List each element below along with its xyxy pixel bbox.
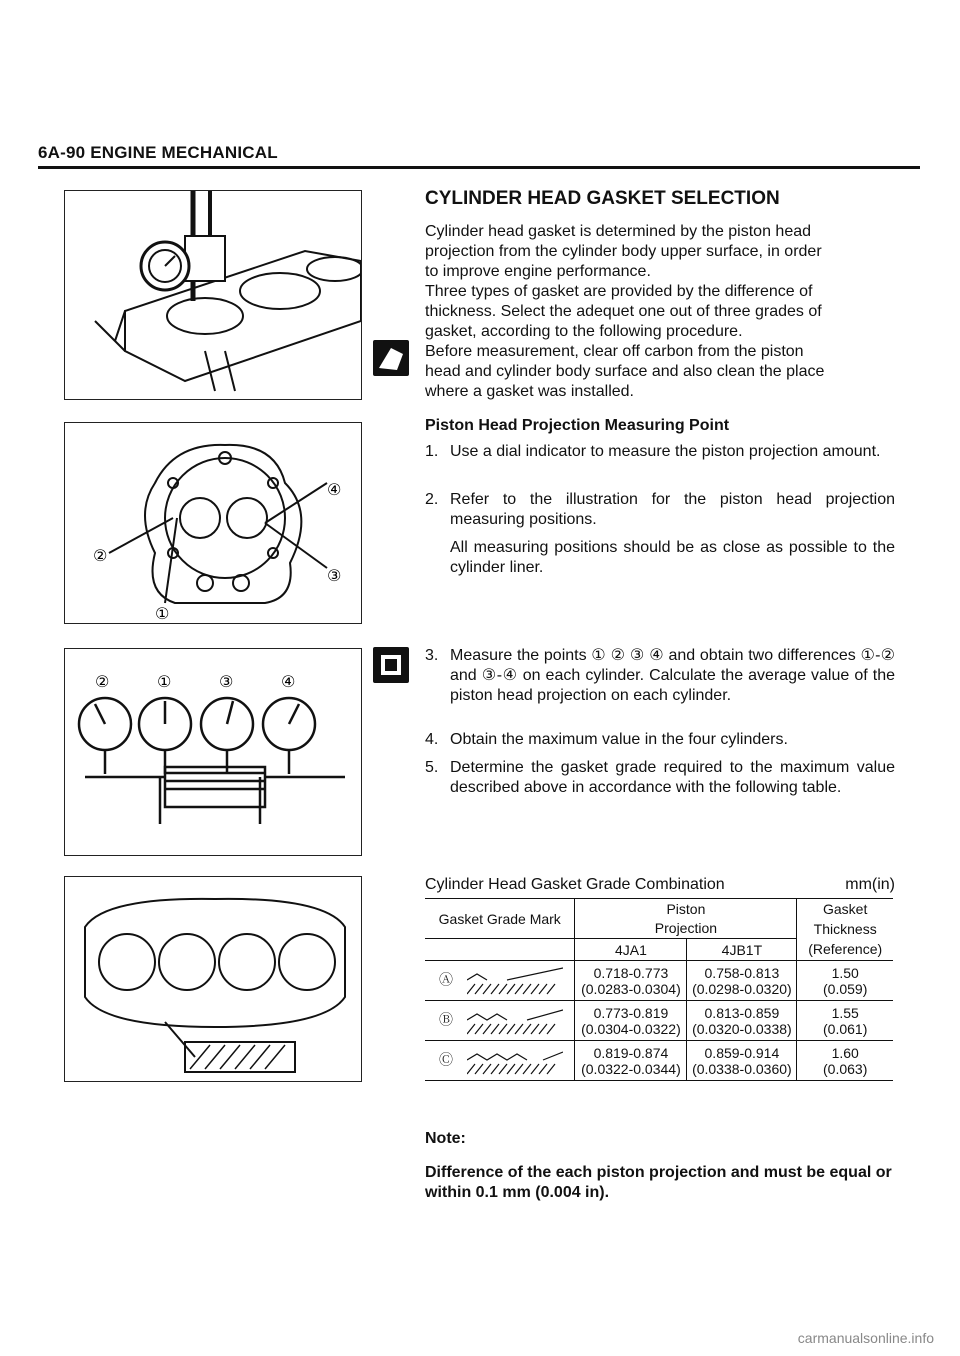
fig2-label-3: ③	[327, 566, 342, 585]
step-3	[425, 646, 895, 706]
grade-mark: Ⓐ	[439, 971, 453, 988]
value-in: (0.059)	[823, 980, 868, 997]
intro-line: to improve engine performance.	[425, 263, 651, 280]
value-in: (0.0304-0.0322)	[581, 1020, 681, 1037]
clean-icon	[373, 340, 409, 376]
fig3-label-3: ③	[219, 672, 234, 691]
4jb1t-value	[687, 1041, 797, 1081]
grade-mark: Ⓑ	[439, 1011, 453, 1028]
4ja1-value	[575, 1001, 687, 1041]
intro-line: Before measurement, clear off carbon from the piston	[425, 343, 804, 360]
step-number: 4.	[425, 731, 439, 748]
value-mm: 0.819-0.874	[593, 1044, 669, 1061]
figure-gasket	[64, 876, 362, 1082]
intro-line: head and cylinder body surface and also clean the place	[425, 363, 825, 380]
step-2	[425, 490, 895, 530]
fig2-label-1: ①	[155, 604, 170, 623]
step-text: Determine the gasket grade required to the maximum value described above in accordance with the following table.	[450, 759, 895, 796]
header-4jb1t: 4JB1T	[687, 939, 797, 961]
header-thickness-3: (Reference)	[797, 939, 893, 961]
header-thickness-1: Gasket	[797, 899, 893, 919]
section-title: CYLINDER HEAD GASKET SELECTION	[425, 188, 780, 209]
4ja1-value	[575, 1041, 687, 1081]
page-header: 6A-90 ENGINE MECHANICAL	[38, 143, 278, 162]
intro-line: Three types of gasket are provided by the difference of	[425, 283, 813, 300]
value-mm: 0.813-0.859	[704, 1004, 780, 1021]
gasket-mark-pattern	[467, 1006, 563, 1036]
figure-measuring-positions	[64, 422, 362, 624]
step-number: 5.	[425, 759, 439, 776]
intro-line: projection from the cylinder body upper surface, in order	[425, 243, 822, 260]
subheading: Piston Head Projection Measuring Point	[425, 417, 730, 434]
table-row	[425, 961, 893, 1001]
grade-mark-cell	[425, 1041, 575, 1081]
4jb1t-value	[687, 961, 797, 1001]
figure-dial-gauges	[64, 648, 362, 856]
value-in: (0.0283-0.0304)	[581, 980, 681, 997]
note-heading: Note:	[425, 1130, 466, 1147]
step-text: Obtain the maximum value in the four cylinders.	[450, 731, 788, 748]
header-4ja1: 4JA1	[575, 939, 687, 961]
note-text: Difference of the each piston projection and must be equal or within 0.1 mm (0.004 in).	[425, 1164, 892, 1201]
dial-indicator-illustration	[65, 191, 361, 399]
step-number: 1.	[425, 443, 439, 460]
intro-line: where a gasket was installed.	[425, 383, 634, 400]
fig3-label-2: ②	[95, 672, 110, 691]
thickness-value	[797, 1001, 893, 1041]
header-rule	[38, 166, 920, 169]
step-number: 2.	[425, 491, 439, 508]
intro-line: thickness. Select the adequet one out of three grades of	[425, 303, 822, 320]
step-5	[425, 758, 895, 798]
intro-line: gasket, according to the following procedure.	[425, 323, 743, 340]
step-text: Refer to the illustration for the piston head projection measuring positions.	[450, 491, 895, 528]
4ja1-value	[575, 961, 687, 1001]
value-mm: 0.773-0.819	[593, 1004, 669, 1021]
value-in: (0.0320-0.0338)	[692, 1020, 792, 1037]
dial-gauges-illustration	[65, 649, 361, 855]
value-in: (0.0322-0.0344)	[581, 1060, 681, 1077]
header-thickness-2: Thickness	[797, 919, 893, 939]
value-in: (0.0338-0.0360)	[692, 1060, 792, 1077]
value-in: (0.0298-0.0320)	[692, 980, 792, 997]
gasket-mark-pattern	[467, 1046, 563, 1076]
value-mm: 1.55	[831, 1004, 859, 1021]
table-row	[425, 1001, 893, 1041]
table-title	[425, 876, 895, 894]
intro-line: Cylinder head gasket is determined by the piston head	[425, 223, 812, 240]
table-row	[425, 1041, 893, 1081]
footer-watermark: carmanualsonline.info	[797, 1330, 934, 1346]
grade-mark-cell	[425, 961, 575, 1001]
intro-paragraph	[425, 222, 895, 402]
step-text: Use a dial indicator to measure the piston projection amount.	[450, 443, 881, 460]
value-in: (0.063)	[823, 1060, 868, 1077]
table-unit: mm(in)	[845, 876, 895, 893]
header-projection: Projection	[575, 919, 797, 939]
4jb1t-value	[687, 1001, 797, 1041]
header-piston: Piston	[575, 899, 797, 919]
fig3-label-1: ①	[157, 672, 172, 691]
gasket-mark-pattern	[467, 966, 563, 996]
fig2-label-4: ④	[327, 480, 342, 499]
thickness-value	[797, 961, 893, 1001]
grade-mark-cell	[425, 1001, 575, 1041]
thickness-value	[797, 1041, 893, 1081]
gasket-grade-table	[425, 898, 893, 1081]
table-title-text: Cylinder Head Gasket Grade Combination	[425, 876, 725, 893]
fig2-label-2: ②	[93, 546, 108, 565]
step-4	[425, 730, 895, 750]
fig3-label-4: ④	[281, 672, 296, 691]
gasket-illustration	[65, 877, 361, 1081]
measure-icon	[373, 647, 409, 683]
grade-mark: Ⓒ	[439, 1051, 453, 1068]
value-mm: 0.859-0.914	[704, 1044, 780, 1061]
step-number: 3.	[425, 647, 439, 664]
value-mm: 0.758-0.813	[704, 964, 780, 981]
step-1	[425, 442, 895, 462]
step-2-note	[425, 538, 895, 578]
value-mm: 1.50	[831, 964, 859, 981]
value-in: (0.061)	[823, 1020, 868, 1037]
measuring-positions-illustration	[65, 423, 361, 623]
figure-dial-indicator-setup	[64, 190, 362, 400]
header-grade-mark: Gasket Grade Mark	[425, 899, 575, 939]
value-mm: 1.60	[831, 1044, 859, 1061]
value-mm: 0.718-0.773	[593, 964, 669, 981]
step-text: All measuring positions should be as close as possible to the cylinder liner.	[450, 539, 895, 576]
step-text: Measure the points ① ② ③ ④ and obtain two differences ①-② and ③-④ on each cylinder. Calculate the average value of the piston head projection on each cylinder.	[450, 647, 895, 704]
